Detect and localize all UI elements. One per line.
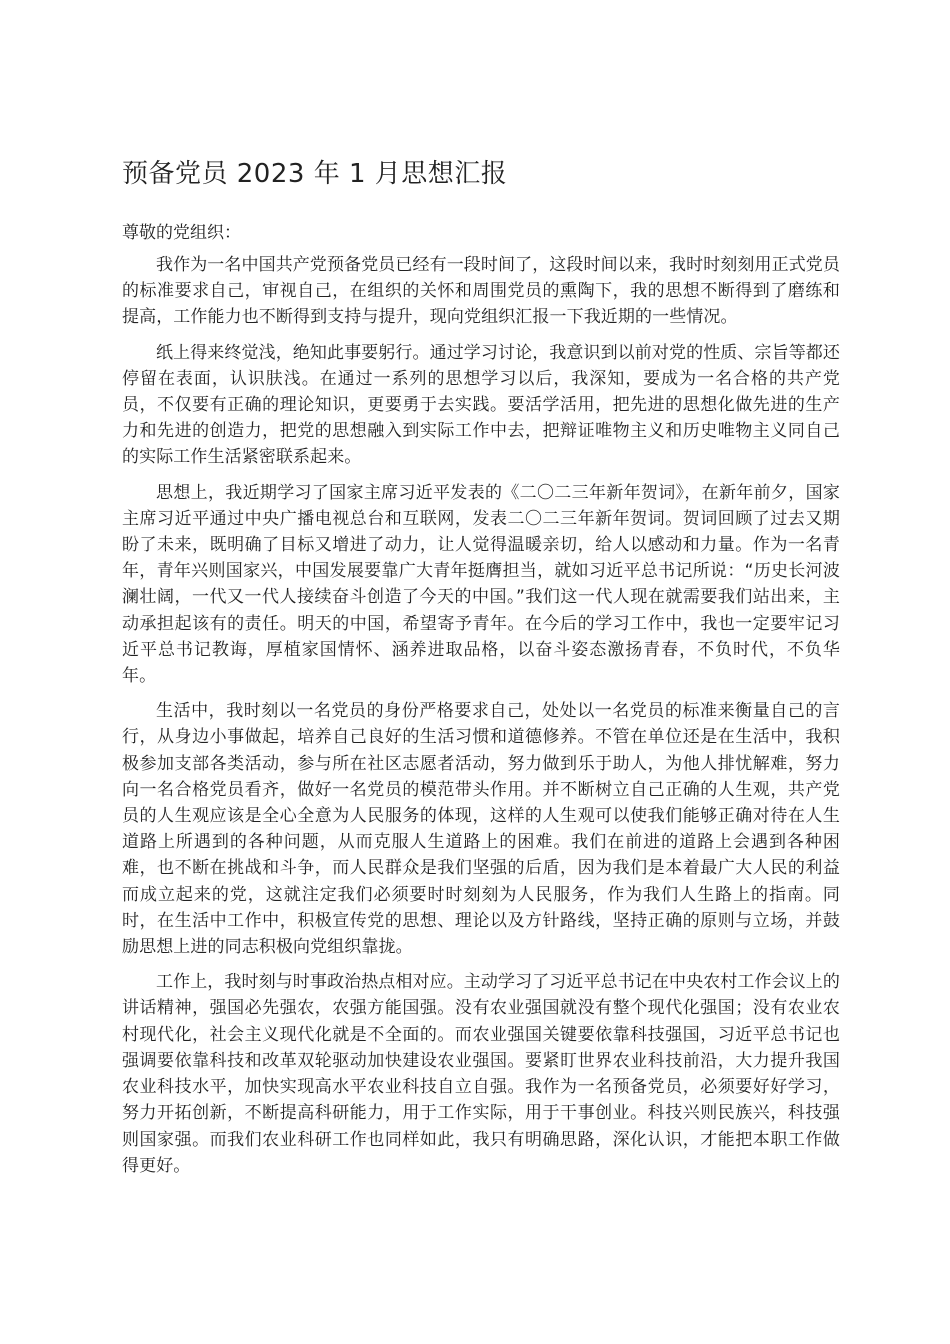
paragraph-intro: 我作为一名中国共产党预备党员已经有一段时间了，这段时间以来，我时时刻刻用正式党员的标准要求自己，审视自己，在组织的关怀和周围党员的熏陶下，我的思想不断得到了磨练和提高，工作能力也不断得到支持与提升，现向党组织汇报一下我近期的一些情况。 [122, 255, 840, 328]
paragraph-life: 生活中，我时刻以一名党员的身份严格要求自己，处处以一名党员的标准来衡量自己的言行，从身边小事做起，培养自己良好的生活习惯和道德修养。不管在单位还是在生活中，我积极参加支部各类活动，参与所在社区志愿者活动，努力做到乐于助人，为他人排忧解难，努力向一名合格党员看齐，做好一名党员的模范带头作用。并不断树立自己正确的人生观，共产党员的人生观应该是全心全意为人民服务的体现，这样的人生观可以使我们能够正确对待在人生道路上所遇到的各种问题，从而克服人生道路上的困难。我们在前进的道路上会遇到各种困难，也不断在挑战和斗争，而人民群众是我们坚强的后盾，因为我们是本着最广大人民的利益而成立起来的党，这就注定我们必须要时时刻刻为人民服务，作为我们人生路上的指南。同时，在生活中工作中，积极宣传党的思想、理论以及方针路线，坚持正确的原则与立场，并鼓励思想上进的同志积极向党组织靠拢。 [122, 701, 840, 958]
document-title: 预备党员 2023 年 1 月思想汇报 [122, 159, 508, 189]
paragraph-thought: 思想上，我近期学习了国家主席习近平发表的《二〇二三年新年贺词》，在新年前夕，国家主席习近平通过中央广播电视总台和互联网，发表二〇二三年新年贺词。贺词回顾了过去又期盼了未来，既明确了目标又增进了动力，让人觉得温暖亲切，给人以感动和力量。作为一名青年，青年兴则国家兴，中国发展要靠广大青年挺膺担当，就如习近平总书记所说：“历史长河波澜壮阔，一代又一代人接续奋斗创造了今天的中国。”我们这一代人现在就需要我们站出来，主动承担起该有的责任。明天的中国，希望寄予青年。在今后的学习工作中，我也一定要牢记习近平总书记教诲，厚植家国情怀、涵养进取品格，以奋斗姿态激扬青春，不负时代，不负华年。 [122, 482, 840, 687]
paragraph-work: 工作上，我时刻与时事政治热点相对应。主动学习了习近平总书记在中央农村工作会议上的讲话精神，强国必先强农，农强方能国强。没有农业强国就没有整个现代化强国；没有农业农村现代化，社会主义现代化就是不全面的。而农业强国关键要依靠科技强国，习近平总书记也强调要依靠科技和改革双轮驱动加快建设农业强国。要紧盯世界农业科技前沿，大力提升我国农业科技水平，加快实现高水平农业科技自立自强。我作为一名预备党员，必须要好好学习，努力开拓创新，不断提高科研能力，用于工作实际，用于干事创业。科技兴则民族兴，科技强则国家强。而我们农业科研工作也同样如此，我只有明确思路，深化认识，才能把本职工作做得更好。 [122, 972, 840, 1176]
paragraph-practice: 纸上得来终觉浅，绝知此事要躬行。通过学习讨论，我意识到以前对党的性质、宗旨等都还停留在表面，认识肤浅。在通过一系列的思想学习以后，我深知，要成为一名合格的共产党员，不仅要有正确的理论知识，更要勇于去实践。要活学活用，把先进的思想化做先进的生产力和先进的创造力，把党的思想融入到实际工作中去，把辩证唯物主义和历史唯物主义同自己的实际工作生活紧密联系起来。 [122, 342, 840, 468]
document-page [122, 150, 840, 1188]
salutation: 尊敬的党组织： [122, 223, 241, 243]
